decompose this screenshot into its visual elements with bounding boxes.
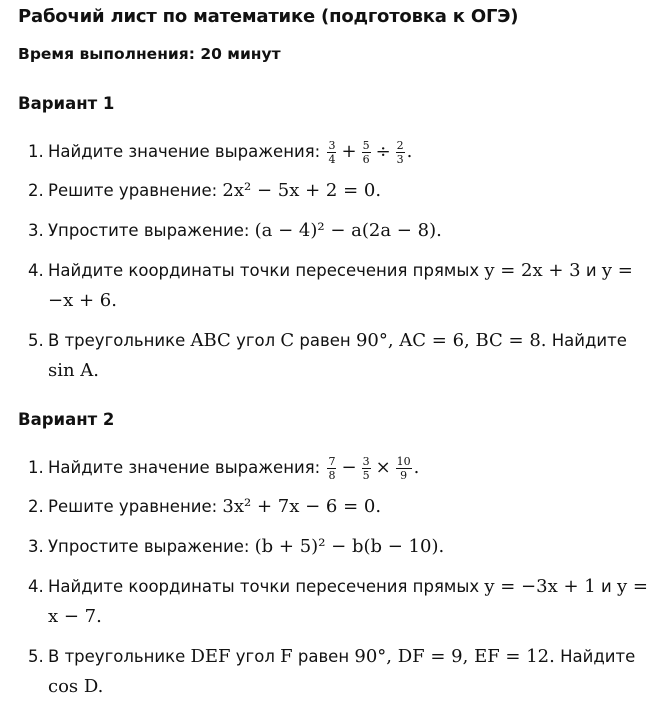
fraction: $\frac{2}{3}$ — [396, 139, 404, 166]
variant-1-task-2: 2. Решите уравнение: 2x² − 5x + 2 = 0. — [28, 180, 382, 201]
variant-2-title: Вариант 2 — [18, 410, 115, 429]
variant-2-task-1: 1. Найдите значение выражения: $\frac{7}{8}$ − $\frac{3}{5}$ × $\frac{10}{9}$ . — [28, 455, 420, 482]
fraction: $\frac{7}{8}$ — [328, 455, 336, 482]
task-number: 1. — [28, 142, 44, 161]
task-text: Найдите значение выражения: — [48, 142, 326, 161]
fraction: $\frac{5}{6}$ — [362, 139, 370, 166]
variant-2-task-2: 2. Решите уравнение: 3x² + 7x − 6 = 0. — [28, 496, 382, 517]
math-expression: 2x² − 5x + 2 = 0. — [222, 180, 382, 201]
variant-2-task-4: 4. Найдите координаты точки пересечения прямых y = −3x + 1 и y = x − 7. — [28, 576, 648, 627]
worksheet-title: Рабочий лист по математике (подготовка к ОГЭ) — [18, 6, 519, 27]
math-expression: (a − 4)² − a(2a − 8). — [254, 220, 442, 241]
variant-1-task-4: 4. Найдите координаты точки пересечения прямых y = 2x + 3 и y = −x + 6. — [28, 260, 633, 311]
variant-1-task-1: 1. Найдите значение выражения: $\frac{3}{4}$ + $\frac{5}{6}$ ÷ $\frac{2}{3}$ . — [28, 139, 413, 166]
time-label: Время выполнения: 20 минут — [18, 45, 281, 63]
math-expression: 3x² + 7x − 6 = 0. — [222, 496, 382, 517]
math-expression: (b + 5)² − b(b − 10). — [254, 536, 445, 557]
variant-1-task-3: 3. Упростите выражение: (a − 4)² − a(2a − 8). — [28, 220, 442, 241]
fraction: $\frac{3}{4}$ — [328, 139, 336, 166]
variant-2-task-3: 3. Упростите выражение: (b + 5)² − b(b − 10). — [28, 536, 445, 557]
variant-1-title: Вариант 1 — [18, 94, 115, 113]
fraction: $\frac{3}{5}$ — [362, 455, 370, 482]
variant-1-task-5: 5. В треугольнике ABC угол C равен 90°, AC = 6, BC = 8. Найдите sin A. — [28, 330, 627, 381]
variant-2-task-5: 5. В треугольнике DEF угол F равен 90°, DF = 9, EF = 12. Найдите cos D. — [28, 646, 636, 697]
fraction: $\frac{10}{9}$ — [396, 455, 411, 482]
